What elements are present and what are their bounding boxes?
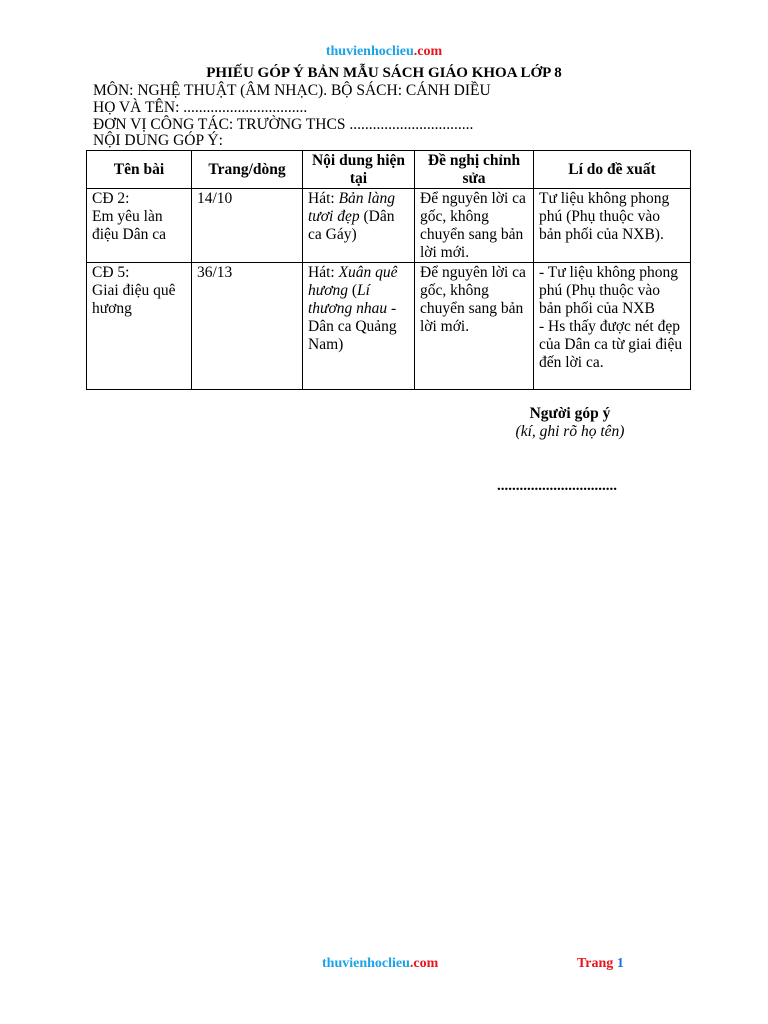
reason-1: - Tư liệu không phong phú (Phụ thuộc vào bản phối của NXB xyxy=(539,264,678,317)
cell-de-nghi: Để nguyên lời ca gốc, không chuyển sang bản lời mới. xyxy=(415,263,534,390)
header-noi-dung: Nội dung hiện tại xyxy=(303,151,415,189)
brand-tld: .com xyxy=(413,44,443,59)
lesson-code: CĐ 2: xyxy=(92,190,130,207)
content-heading: NỘI DUNG GÓP Ý: xyxy=(93,132,223,149)
song-title: Xuân quê hương xyxy=(308,264,398,299)
document-title: PHIẾU GÓP Ý BẢN MẪU SÁCH GIÁO KHOA LỚP 8 xyxy=(206,65,562,81)
subject-line: MÔN: NGHỆ THUẬT (ÂM NHẠC). BỘ SÁCH: CÁNH DIỀU xyxy=(93,82,491,99)
text: Hát: xyxy=(308,264,339,281)
page-number xyxy=(577,956,624,972)
header-brand xyxy=(0,44,768,60)
page-value: 1 xyxy=(616,956,624,971)
lesson-code: CĐ 5: xyxy=(92,264,130,281)
signer-label: Người góp ý xyxy=(529,405,611,422)
text: ( xyxy=(347,282,358,299)
text: - Dân ca Quảng Nam) xyxy=(308,300,397,353)
header-de-nghi: Đề nghị chỉnh sửa xyxy=(415,151,534,189)
feedback-table xyxy=(86,150,691,390)
header-li-do: Lí do đề xuất xyxy=(534,151,691,189)
cell-li-do: Tư liệu không phong phú (Phụ thuộc vào bản phối của NXB). xyxy=(534,189,691,263)
text: (Dân ca Gáy) xyxy=(308,208,395,243)
footer-brand xyxy=(322,956,438,972)
cell-noi-dung xyxy=(303,263,415,390)
header-ten-bai: Tên bài xyxy=(87,151,192,189)
text: Hát: xyxy=(308,190,339,207)
brand-name: thuvienhoclieu xyxy=(322,956,410,971)
page-label: Trang xyxy=(577,956,617,971)
song-title: Bản làng tươi đẹp xyxy=(308,190,395,225)
brand-name: thuvienhoclieu xyxy=(325,44,414,59)
table-header-row xyxy=(87,151,691,189)
song-title: Lí thương nhau xyxy=(308,282,388,317)
cell-trang: 14/10 xyxy=(192,189,303,263)
name-line: HỌ VÀ TÊN: ................................ xyxy=(93,99,308,116)
cell-de-nghi: Để nguyên lời ca gốc, không chuyển sang bản lời mới. xyxy=(415,189,534,263)
cell-trang: 36/13 xyxy=(192,263,303,390)
signer-note: (kí, ghi rõ họ tên) xyxy=(515,423,625,440)
reason-2: - Hs thấy được nét đẹp của Dân ca từ giai điệu đến lời ca. xyxy=(539,318,683,371)
brand-tld: .com xyxy=(409,956,439,971)
table-row xyxy=(87,189,691,263)
lesson-name: Giai điệu quê hương xyxy=(92,282,176,317)
table-row xyxy=(87,263,691,390)
header-trang-dong: Trang/dòng xyxy=(192,151,303,189)
lesson-name: Em yêu làn điệu Dân ca xyxy=(92,208,167,243)
cell-noi-dung xyxy=(303,189,415,263)
cell-ten-bai xyxy=(87,189,192,263)
signature-dots: ................................ xyxy=(497,478,617,494)
cell-ten-bai xyxy=(87,263,192,390)
workplace-line: ĐƠN VỊ CÔNG TÁC: TRƯỜNG THCS ................................ xyxy=(93,116,474,133)
cell-li-do xyxy=(534,263,691,390)
